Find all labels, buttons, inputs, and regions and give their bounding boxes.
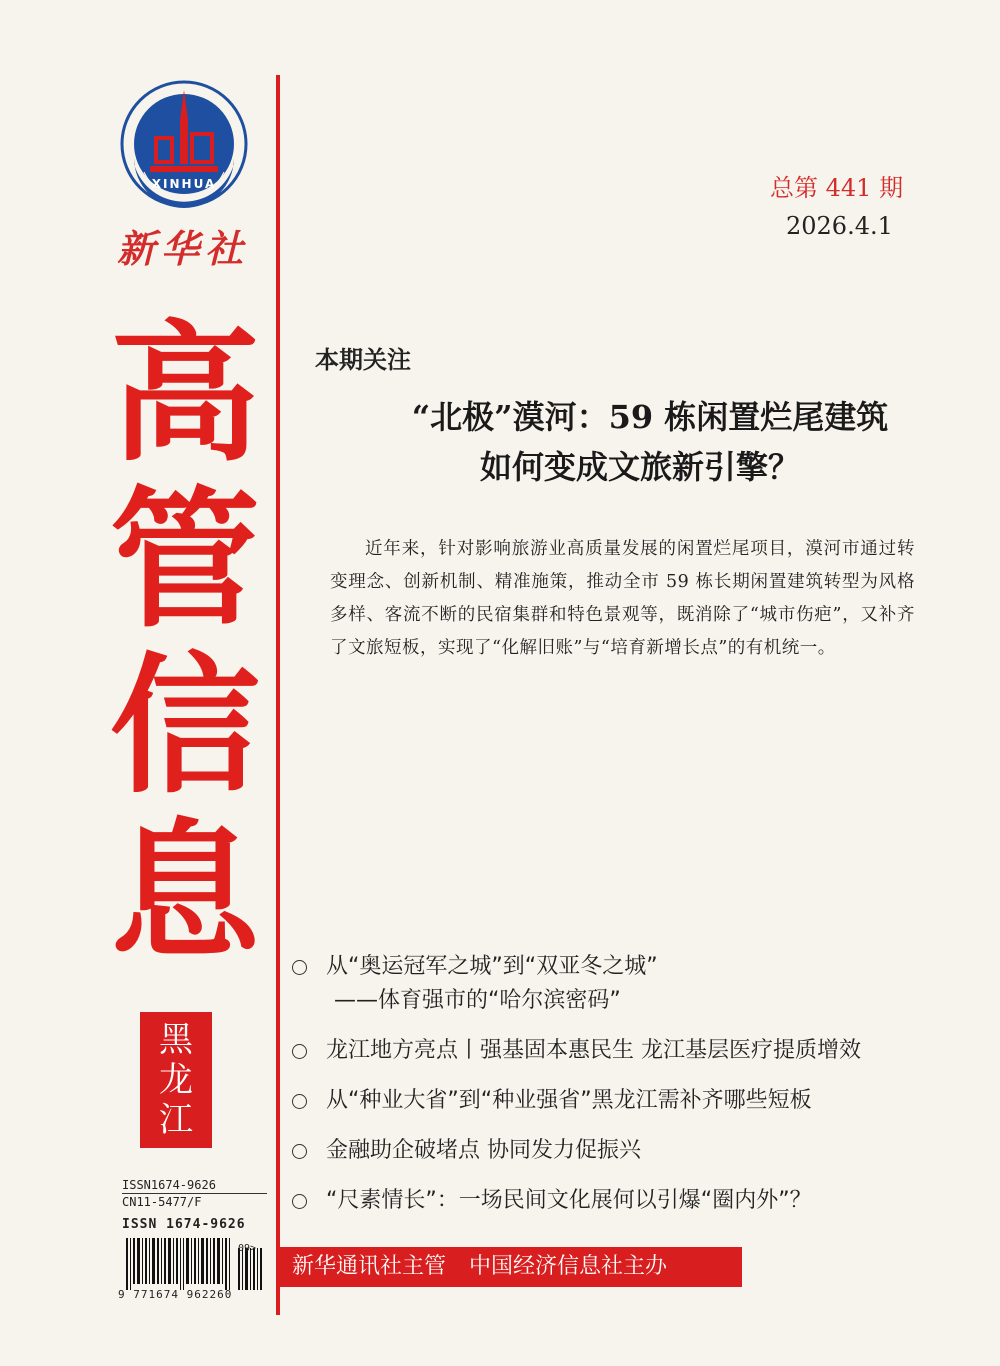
region-badge (140, 1012, 212, 1148)
toc-item-title: “尺素情长”：一场民间文化展何以引爆“圈内外”？ (326, 1188, 812, 1213)
sponsor-text: 中国经济信息社主办 (469, 1254, 668, 1279)
region-char: 江 (159, 1100, 193, 1140)
issn-line-bold: ISSN 1674-9626 (122, 1217, 246, 1232)
toc-item[interactable] (290, 1034, 940, 1068)
cn-line: CN11-5477/F (122, 1195, 202, 1209)
barcode-digits: 9 771674 962260 (118, 1288, 233, 1301)
toc-item[interactable] (290, 1134, 940, 1168)
issue-number: 总第 441 期 (770, 174, 904, 202)
toc-item-title: 龙江地方亮点丨强基固本惠民生 龙江基层医疗提质增效 (326, 1038, 861, 1063)
table-of-contents (290, 950, 940, 1234)
publisher-bar (280, 1247, 742, 1287)
headline-line: “北极”漠河：59 栋闲置烂尾建筑 (411, 398, 889, 436)
circle-bullet-icon (292, 1044, 307, 1059)
issn-line: ISSN1674-9626 (122, 1178, 267, 1194)
title-char: 高 (109, 308, 260, 482)
circle-bullet-icon (292, 1144, 307, 1159)
focus-label: 本期关注 (315, 345, 411, 374)
toc-item[interactable] (290, 950, 940, 1018)
circle-bullet-icon (292, 1194, 307, 1209)
toc-item-title: 从“种业大省”到“种业强省”黑龙江需补齐哪些短板 (326, 1088, 812, 1113)
red-divider (276, 75, 280, 1315)
magazine-title (105, 308, 265, 980)
xinhua-logo (120, 80, 248, 208)
toc-item-subtitle: ——体育强市的“哈尔滨密码” (334, 988, 621, 1013)
title-char: 信 (109, 640, 260, 814)
toc-item[interactable] (290, 1084, 940, 1118)
logo-text: XINHUA (151, 177, 217, 191)
cover-headline[interactable] (300, 392, 980, 492)
toc-item[interactable] (290, 1184, 940, 1218)
headline-line: 如何变成文旅新引擎？ (479, 448, 800, 486)
region-char: 龙 (159, 1060, 193, 1100)
circle-bullet-icon (292, 960, 307, 975)
title-char: 息 (109, 806, 260, 980)
toc-item-title: 金融助企破堵点 协同发力促振兴 (326, 1138, 641, 1163)
issue-date: 2026.4.1 (786, 212, 893, 240)
circle-bullet-icon (292, 1094, 307, 1109)
barcode-addon: 09> (238, 1243, 257, 1254)
supervisor-text: 新华通讯社主管 (292, 1254, 447, 1279)
agency-name: 新华社 (116, 226, 249, 271)
headline-summary: 近年来，针对影响旅游业高质量发展的闲置烂尾项目，漠河市通过转变理念、创新机制、精准施策，推动全市 59 栋长期闲置建筑转型为风格多样、客流不断的民宿集群和特色景观等，既消除了“城市伤疤”，又补齐了文旅短板，实现了“化解旧账”与“培育新增长点”的有机统一。 (330, 539, 915, 658)
toc-item-title: 从“奥运冠军之城”到“双亚冬之城” (326, 954, 658, 979)
title-char: 管 (109, 474, 260, 648)
region-char: 黑 (159, 1020, 193, 1060)
issn-block (122, 1178, 267, 1232)
